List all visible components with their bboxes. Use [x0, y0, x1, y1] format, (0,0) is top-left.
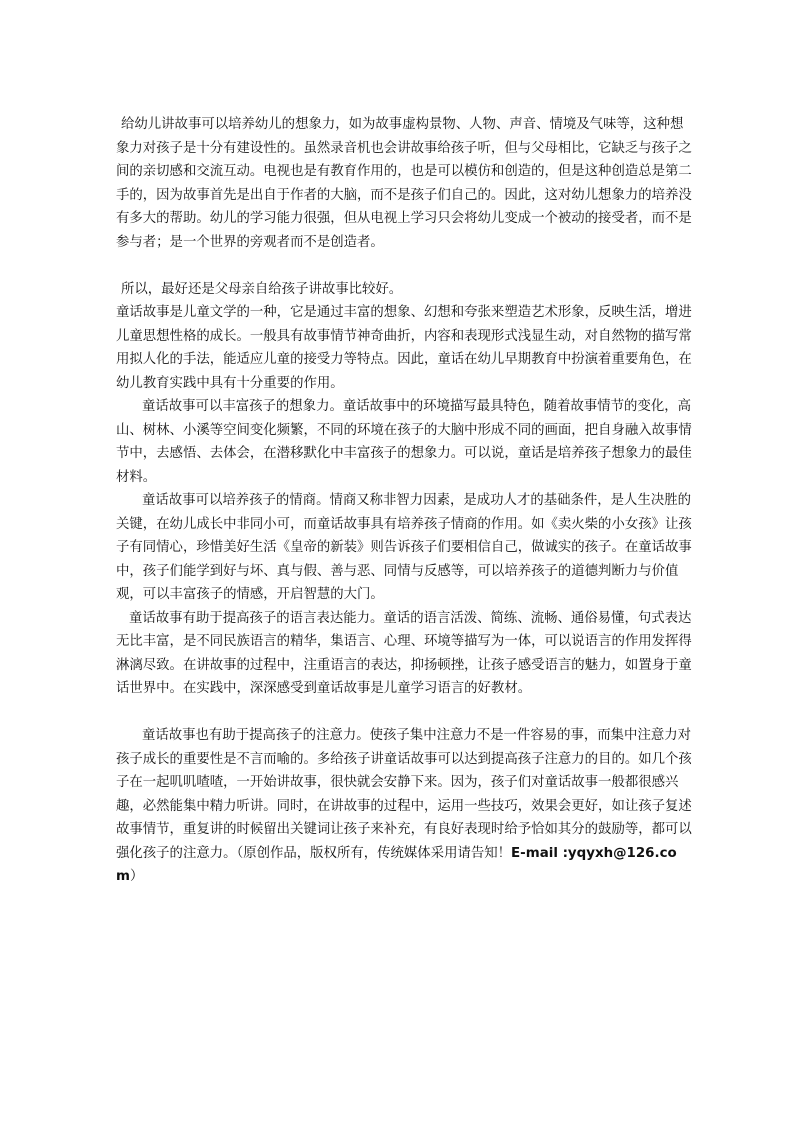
attention-text: 童话故事也有助于提高孩子的注意力。使孩子集中注意力不是一件容易的事，而集中注意力对孩子成长的重要性是不言而喻的。多给孩子讲童话故事可以达到提高孩子注意力的目的。如几个孩子在一起叽叽喳喳，一开始讲故事，很快就会安静下来。因为，孩子们对童话故事一般都很感兴趣，必然能集中精力听讲。同时，在讲故事的过程中，运用一些技巧，效果会更好，如让孩子复述故事情节，重复讲的时候留出关键词让孩子来补充，有良好表现时给予恰如其分的鼓励等，都可以强化孩子的注意力。（原创作品，版权所有，传统媒体采用请告知！	[116, 728, 692, 861]
closing-paren: ）	[129, 869, 144, 884]
blank-line	[116, 254, 692, 278]
paragraph-parents-tell-stories: 所以，最好还是父母亲自给孩子讲故事比较好。	[121, 281, 403, 297]
paragraph-fairy-tale-definition: 童话故事是儿童文学的一种，它是通过丰富的想象、幻想和夸张来塑造艺术形象，反映生活，增进儿童思想性格的成长。一般具有故事情节神奇曲折，内容和表现形式浅显生动，对自然物的描写常用拟人化的手法，能适应儿童的接受力等特点。因此，童话在幼儿早期教育中扮演着重要角色，在幼儿教育实践中具有十分重要的作用。	[116, 305, 692, 391]
paragraph-fairy-tale-language: 童话故事有助于提高孩子的语言表达能力。童话的语言活泼、简练、流畅、通俗易懂，句式表达无比丰富，是不同民族语言的精华，集语言、心理、环境等描写为一体，可以说语言的作用发挥得淋漓尽致。在讲故事的过程中，注重语言的表达，抑扬顿挫，让孩子感受语言的魅力，如置身于童话世界中。在实践中，深深感受到童话故事是儿童学习语言的好教材。	[116, 610, 692, 696]
document-body	[116, 113, 692, 889]
paragraph-imagination-storytelling: 给幼儿讲故事可以培养幼儿的想象力，如为故事虚构景物、人物、声音、情境及气味等，这种想象力对孩子是十分有建设性的。虽然录音机也会讲故事给孩子听，但与父母相比，它缺乏与孩子之间的亲切感和交流互动。电视也是有教育作用的，也是可以模仿和创造的，但是这种创造总是第二手的，因为故事首先是出自于作者的大脑，而不是孩子们自己的。因此，这对幼儿想象力的培养没有多大的帮助。幼儿的学习能力很强，但从电视上学习只会将幼儿变成一个被动的接受者，而不是参与者；是一个世界的旁观者而不是创造者。	[116, 117, 692, 250]
contact-email: E-mail :yqyxh@126.com	[116, 845, 677, 884]
paragraph-fairy-tale-eq: 童话故事可以培养孩子的情商。情商又称非智力因素，是成功人才的基础条件，是人生决胜的关键，在幼儿成长中非同小可，而童话故事具有培养孩子情商的作用。如《卖火柴的小女孩》让孩子有同情心，珍惜美好生活《皇帝的新装》则告诉孩子们要相信自己，做诚实的孩子。在童话故事中，孩子们能学到好与坏、真与假、善与恶、同情与反感等，可以培养孩子的道德判断力与价值观，可以丰富孩子的情感，开启智慧的大门。	[116, 493, 692, 602]
paragraph-fairy-tale-imagination: 童话故事可以丰富孩子的想象力。童话故事中的环境描写最具特色，随着故事情节的变化，高山、树林、小溪等空间变化频繁，不同的环境在孩子的大脑中形成不同的画面，把自身融入故事情节中，去感悟、去体会，在潜移默化中丰富孩子的想象力。可以说，童话是培养孩子想象力的最佳材料。	[116, 399, 692, 485]
blank-line	[116, 701, 692, 725]
paragraph-fairy-tale-attention	[116, 724, 692, 889]
